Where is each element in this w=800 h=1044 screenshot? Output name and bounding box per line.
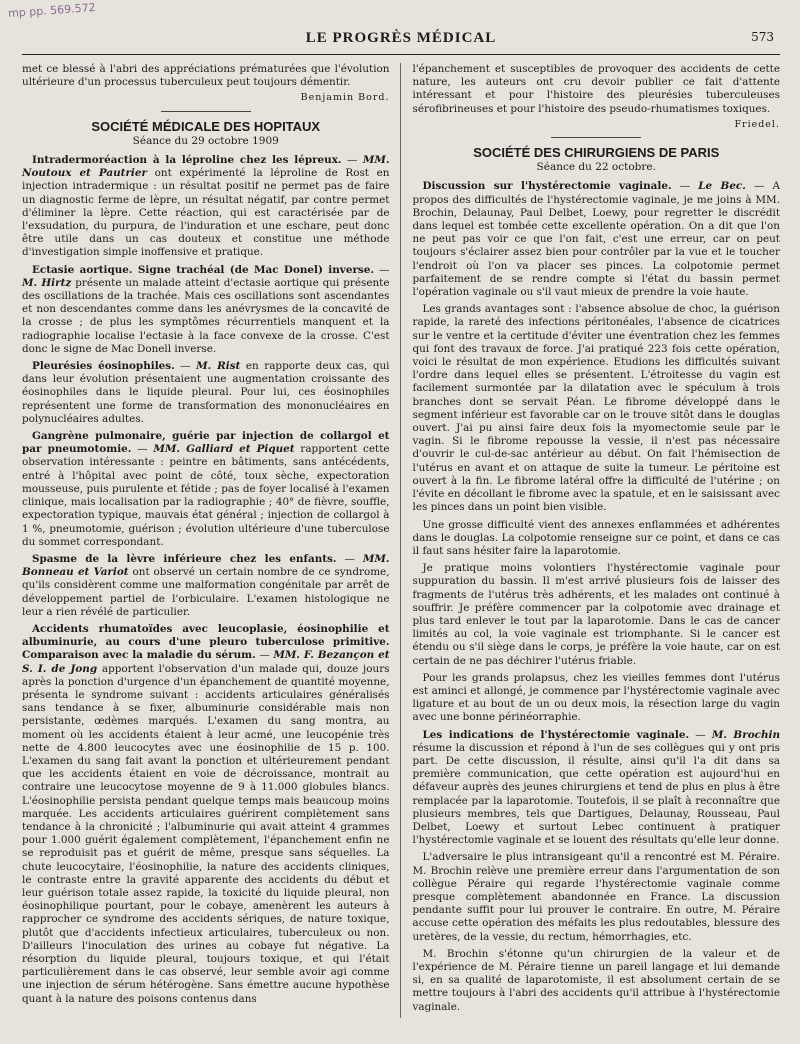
article-body: ont observé un certain nombre de ce syndrome, qu'ils considèrent comme une malformation congénitale par arrêt de développement partiel de l'orbiculaire. L'examen histologique ne leur a rien révélé de particulier. — [22, 566, 390, 618]
article-topic: Discussion sur l'hystérectomie vaginale. — [422, 180, 672, 193]
article-body: en rapporte deux cas, qui dans leur évolution présentaient une augmentation croissante des éosinophiles dans le liquide pleural. Pour lui, ces éosinophiles représentent une forme de transformation des mononucléaires en polynucléaires adultes. — [22, 360, 390, 425]
section-title-hopitaux: SOCIÉTÉ MÉDICALE DES HOPITAUX — [91, 118, 321, 134]
article-topic: Pleurésies éosinophiles. — [32, 360, 175, 373]
section-date-hopitaux: Séance du 29 octobre 1909 — [132, 134, 279, 147]
article-body: A propos des difficultés de l'hystérectomie vaginale, je me joins à MM. Brochin, Delaunay, Paul Delbet, Loewy, pour regretter le discrédit dans lequel est tombée cette excellente opération. On a dit que l'on ne peut pas voir ce que l'on fait, c'est une erreur, car on peut toujours s'éclairer assez bien pour contrôler par la vue et le toucher l'endroit où l'on va placer ses pinces. La colpotomie permet parfaitement de se rendre compte si l'état du bassin permet l'opération vaginale ou s'il vaut mieux de prendre la voie haute. — [412, 180, 781, 299]
article-body: rapportent cette observation intéressante : peintre en bâtiments, sans antécédents, entré à l'hôpital avec point de côté, toux sèche, expectoration mousseuse, puis purulente et fétide ; pas de foyer localisé à l'examen clinique, mais localisation par la radiographie ; 40° de fièvre, souffle, expectoration typique, mauvais état général ; injection de collargol à 1 %, pneumotomie, guérison ; évolution ultérieure d'une tuberculose du sommet correspondant. — [22, 443, 390, 548]
article-paragraph: Les indications de l'hystérectomie vaginale. — M. Brochin résume la discussion et répond à l'un de ses collègues qui y ont pris part. De cette discussion, il résulte, ainsi qu'il l'a dit dans sa première communication, que cette opération est aujourd'hui en défaveur auprès des jeunes chirurgiens et tend de plus en plus à être remplacée par la laparotomie. Toutefois, il se plaît à reconnaître que plusieurs membres, tels que Dartigues, Delaunay, Rousseau, Paul Delbet, Loewy et surtout Lebec continuent à pratiquer l'hystérectomie vaginale et se louent des résultats qu'elle leur donne. — [412, 728, 781, 847]
intro-signature: Benjamin Bord. — [300, 92, 390, 104]
article-authors: MM. Galliard et Piquet — [153, 443, 295, 456]
section-title-chirurgiens: SOCIÉTÉ DES CHIRURGIENS DE PARIS — [473, 145, 720, 161]
article-body: résume la discussion et répond à l'un de ses collègues qui y ont pris part. De cette discussion, il résulte, ainsi qu'il l'a dit dans sa première communication, que cette opération est aujourd'hui en défaveur auprès des jeunes chirurgiens et tend de plus en plus à être remplacée par la laparotomie. Toutefois, il se plaît à reconnaître que plusieurs membres, tels que Dartigues, Delaunay, Rousseau, Paul Delbet, Loewy et surtout Lebec continuent à pratiquer l'hystérectomie vaginale et se louent des résultats qu'elle leur donne. — [412, 741, 780, 847]
page-header — [22, 30, 780, 55]
continued-paragraph: l'épanchement et susceptibles de provoquer des accidents de cette nature, les auteurs ont cru devoir publier ce fait d'attente intéressant et pour l'histoire des pleurésies tuberculeuses sérofibrineuses et pour l'histoire des pseudo-rhumatismes toxiques. — [412, 63, 780, 115]
article-authors: M. Rist — [196, 360, 241, 373]
article-paragraph: Les grands avantages sont : l'absence absolue de choc, la guérison rapide, la rareté des infections péritonéales, l'absence de cicatrices sur le ventre et la certitude d'éviter une éventration chez les femmes qui font des travaux de force. J'ai pratiqué 223 fois cette opération, voici le résultat de mon expérience. Etudions les difficultés suivant l'ordre dans lequel elles se présentent. L'étroitesse du vagin est facilement surmontée par la dilatation avec le spéculum à trois branches dont se servait Péan. Le fibrome développé dans le segment inférieur est favorable car on le trouve sitôt dans le douglas ouvert. J'ai pu ainsi faire deux fois la myomectomie seule par le vagin. Si le fibrome repousse la vessie, il n'est pas nécessaire d'ouvrir le cul-de-sac antérieur au début. On fait l'hémisection de l'utérus en avant et on attaque de suite la tumeur. Le péritoine est ouvert à la fin. Le fibrome latéral offre la difficulté de l'utérine ; on l'évite en décollant le fibrome avec la spatule, et en le saisissant avec les pinces dans un point bien visible. — [412, 303, 780, 514]
article-paragraph: Pleurésies éosinophiles. — M. Rist en rapporte deux cas, qui dans leur évolution présentaient une augmentation croissante des éosinophiles dans le liquide pleural. Pour lui, ces éosinophiles représentent une forme de transformation des mononucléaires en polynucléaires adultes. — [22, 360, 390, 425]
intro-paragraph: met ce blessé à l'abri des appréciations prématurées que l'évolution ultérieure d'un processus tuberculeux peut toujours démentir. — [22, 63, 390, 89]
article-authors: M. Brochin — [711, 728, 781, 741]
article-paragraph: Gangrène pulmonaire, guérie par injection de collargol et par pneumotomie. — MM. Galliard et Piquet rapportent cette observation intéressante : peintre en bâtiments, sans antécédents, entré à l'hôpital avec point de côté, toux sèche, expectoration mousseuse, puis purulente et fétide ; pas de foyer localisé à l'examen clinique, mais localisation par la radiographie ; 40° de fièvre, souffle, expectoration typique, mauvais état général ; injection de collargol à 1 %, pneumotomie, guérison ; évolution ultérieure d'une tuberculose du sommet correspondant. — [22, 430, 390, 548]
article-paragraph: Je pratique moins volontiers l'hystérectomie vaginale pour suppuration du bassin. Il m'est arrivé plusieurs fois de laisser des fragments de l'utérus très adhérents, et les malades ont continué à souffrir. Je préfère commencer par la colpotomie avec drainage et plus tard enlever le tout par la laparotomie. Dans le cas de cancer limités au col, la voie vaginale est triomphante. Si le cancer est étendu ou s'il siège dans le corps, je préfère la voie haute, car on est certain de ne pas déchirer l'utérus friable. — [412, 562, 780, 667]
article-paragraph: Une grosse difficulté vient des annexes enflammées et adhérentes dans le douglas. La colpotomie renseigne sur ce point, et dans ce cas il faut sans hésiter faire la laparotomie. — [412, 518, 780, 557]
left-column — [22, 63, 401, 1018]
section-date-chirurgiens: Séance du 22 octobre. — [536, 161, 656, 174]
article-body: apportent l'observation d'un malade qui, douze jours après la ponction d'urgence d'un épanchement de quantité moyenne, présenta le syndrome suivant : accidents articulaires généralisés sans tendance à se fixer, albuminurie considérable mais non persistante, œdèmes marqués. L'examen du sang montra, au moment où les accidents étaient à leur acmé, une leucopénie très nette de 4.800 leucocytes avec une éosinophilie de 15 p. 100. L'examen du sang fait avant la ponction et ultérieurement pendant que les accidents étaient en voie de décroissance, montrait au contraire une leucocytose moyenne de 9 à 11.000 globules blancs. L'éosinophilie persista pendant quelque temps mais beaucoup moins marquée. Les accidents articulaires guérirent complètement sans tendance à la chronicité ; l'albuminurie qui avait atteint 4 grammes pour 1.000 guérit également complètement, l'épanchement enfin ne se reproduisit pas et guérit de même, presque sans séquelles. La chute leucocytaire, l'éosinophilie, la nature des accidents cliniques, le contraste entre la gravité apparente des accidents du début et leur guérison totale assez rapide, la toxicité du liquide pleural, non éosinophilique pourtant, pour le cobaye, amenèrent les auteurs à rapprocher ce syndrome des accidents sériques, de nature toxique, plutôt que d'accidents infectieux articulaires, tuberculeux ou non. D'ailleurs l'inoculation des urines au cobaye fut négative. La résorption du liquide pleural, toujours toxique, et qui l'était particulièrement dans le cas observé, leur semble avoir agi comme une injection de sérum hétérogène. Sans émettre aucune hypothèse quant à la nature des poisons contenus dans — [22, 662, 390, 1005]
article-authors: MM. Bonneau et Variot — [22, 552, 390, 579]
article-topic: Ectasie aortique. Signe trachéal (de Mac Donel) inverse. — [32, 263, 375, 276]
divider — [551, 137, 641, 138]
article-authors: Le Bec. — [698, 180, 746, 193]
journal-title: LE PROGRÈS MÉDICAL — [305, 30, 497, 46]
article-topic: Spasme de la lèvre inférieure chez les enfants. — [32, 552, 337, 565]
article-topic: Accidents rhumatoïdes avec leucoplasie, éosinophilie et albuminurie, au cours d'une pleuro tuberculose primitive. Comparaison avec la maladie du sérum. — [22, 622, 390, 662]
article-body: présente un malade atteint d'ectasie aortique qui présente des oscillations de la trachée. Mais ces oscillations sont ascendantes et non descendantes comme dans les anévrysmes de la concavité de la crosse ; de plus les symptômes récurrentiels manquent et la radiographie localise l'ectasie à la face convexe de la crosse. C'est donc le signe de Mac Donell inverse. — [22, 276, 390, 355]
article-paragraph: Spasme de la lèvre inférieure chez les enfants. — MM. Bonneau et Variot ont observé un certain nombre de ce syndrome, qu'ils considèrent comme une malformation congénitale par arrêt de développement partiel de l'orbiculaire. L'examen histologique ne leur a rien révélé de particulier. — [22, 552, 390, 618]
article-paragraph: L'adversaire le plus intransigeant qu'il a rencontré est M. Péraire. M. Brochin relève une première erreur dans l'argumentation de son collègue Péraire qui regarde l'hystérectomie vaginale comme presque complètement abandonnée en France. La discussion pendante suffit pour lui prouver le contraire. En outre, M. Péraire accuse cette opération des méfaits les plus redoutables, blessure des uretères, de la vessie, du rectum, hémorrhagies, etc. — [412, 851, 780, 943]
article-paragraph: M. Brochin s'étonne qu'un chirurgien de la valeur et de l'expérience de M. Péraire tienne un pareil langage et lui demande si, en sa qualité de laparotomiste, il est absolument certain de se mettre toujours à l'abri des accidents qu'il attribue à l'hystérectomie vaginale. — [412, 947, 780, 1013]
article-authors: M. Hirtz — [22, 276, 72, 289]
article-topic: Intradermoréaction à la léproline chez les lépreux. — [32, 154, 342, 167]
article-paragraph: Discussion sur l'hystérectomie vaginale. — Le Bec. — A propos des difficultés de l'hystérectomie vaginale, je me joins à MM. Brochin, Delaunay, Paul Delbet, Loewy, pour regretter le discrédit dans lequel est tombée cette excellente opération. On a dit que l'on ne peut pas voir ce que l'on fait, c'est une erreur, car on peut toujours s'éclairer assez bien pour contrôler par la vue et le toucher l'endroit où l'on va placer ses pinces. La colpotomie permet parfaitement de se rendre compte si l'état du bassin permet l'opération vaginale ou s'il vaut mieux de prendre la voie haute. — [412, 180, 781, 299]
columns — [22, 63, 780, 1018]
article-paragraph: Intradermoréaction à la léproline chez les lépreux. — MM. Noutoux et Pautrier ont expérimenté la léproline de Rost en injection intradermique : un résultat positif ne permet pas de faire un diagnostic ferme de lèpre, un résultat négatif, par contre permet d'éliminer la lèpre. Cette réaction, qui est caractérisée par de l'exsudation, du purpura, de l'induration et une eschare, peut donc être utile dans un cas douteux et constitue une méthode d'investigation simple inoffensive et pratique. — [22, 154, 390, 259]
right-column — [401, 63, 781, 1018]
page-number: 573 — [751, 30, 774, 44]
divider — [161, 111, 251, 112]
article-topic: Les indications de l'hystérectomie vaginale. — [422, 728, 690, 741]
article-body: ont expérimenté la léproline de Rost en injection intradermique : un résultat positif ne permet pas de faire un diagnostic ferme de lèpre, un résultat négatif, par contre permet d'éliminer la lèpre. Cette réaction, qui est caractérisée par de l'exsudation, du purpura, de l'induration et une eschare, peut donc être utile dans un cas douteux et constitue une méthode d'investigation simple inoffensive et pratique. — [22, 167, 390, 259]
article-authors: MM. F. Bezançon et S. I. de Jong — [22, 649, 390, 675]
article-paragraph: Accidents rhumatoïdes avec leucoplasie, éosinophilie et albuminurie, au cours d'une pleuro tuberculose primitive. Comparaison avec la maladie du sérum. — MM. F. Bezançon et S. I. de Jong apportent l'observation d'un malade qui, douze jours après la ponction d'urgence d'un épanchement de quantité moyenne, présenta le syndrome suivant : accidents articulaires généralisés sans tendance à se fixer, albuminurie considérable mais non persistante, œdèmes marqués. L'examen du sang montra, au moment où les accidents étaient à leur acmé, une leucopénie très nette de 4.800 leucocytes avec une éosinophilie de 15 p. 100. L'examen du sang fait avant la ponction et ultérieurement pendant que les accidents étaient en voie de décroissance, montrait au contraire une leucocytose moyenne de 9 à 11.000 globules blancs. L'éosinophilie persista pendant quelque temps mais beaucoup moins marquée. Les accidents articulaires guérirent complètement sans tendance à la chronicité ; l'albuminurie qui avait atteint 4 grammes pour 1.000 guérit également complètement, l'épanchement enfin ne se reproduisit pas et guérit de même, presque sans séquelles. La chute leucocytaire, l'éosinophilie, la nature des accidents cliniques, le contraste entre la gravité apparente des accidents du début et leur guérison totale assez rapide, la toxicité du liquide pleural, non éosinophilique pourtant, pour le cobaye, amenèrent les auteurs à rapprocher ce syndrome des accidents sériques, de nature toxique, plutôt que d'accidents infectieux articulaires, tuberculeux ou non. D'ailleurs l'inoculation des urines au cobaye fut négative. La résorption du liquide pleural, toujours toxique, et qui l'était particulièrement dans le cas observé, leur semble avoir agi comme une injection de sérum hétérogène. Sans émettre aucune hypothèse quant à la nature des poisons contenus dans — [22, 622, 390, 1005]
archive-stamp: mp pp. 569.572 — [7, 0, 96, 21]
article-paragraph: Pour les grands prolapsus, chez les vieilles femmes dont l'utérus est aminci et allongé, je commence par l'hystérectomie vaginale avec ligature et au bout de un ou deux mois, la résection large du vagin avec une bonne périnéorraphie. — [412, 671, 780, 724]
article-paragraph: Ectasie aortique. Signe trachéal (de Mac Donel) inverse. — M. Hirtz présente un malade atteint d'ectasie aortique qui présente des oscillations de la trachée. Mais ces oscillations sont ascendantes et non descendantes comme dans les anévrysmes de la concavité de la crosse ; de plus les symptômes récurrentiels manquent et la radiographie localise l'ectasie à la face convexe de la crosse. C'est donc le signe de Mac Donell inverse. — [22, 263, 390, 355]
continued-signature: Friedel. — [734, 118, 780, 130]
article-topic: Gangrène pulmonaire, guérie par injection de collargol et par pneumotomie. — [22, 430, 390, 456]
article-authors: MM. Noutoux et Pautrier — [22, 154, 390, 180]
